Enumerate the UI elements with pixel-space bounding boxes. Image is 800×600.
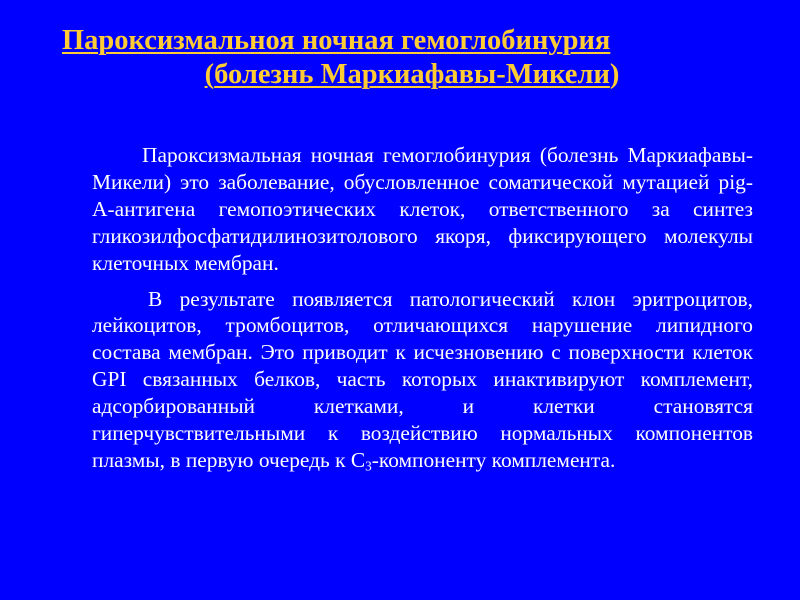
- title-paren-close: ): [609, 59, 620, 90]
- title-subtitle: болезнь Маркиафавы-Микели: [214, 59, 610, 90]
- slide-title: [62, 24, 762, 92]
- paragraph-2-text: В результате появляется патологический клон эритроцитов, лейкоцитов, тромбоцитов, отличающихся нарушение липидного состава мембран. Это приводит к исчезновению с поверхности клеток GPI связанных белков, часть которых инактивируют комплемент, адсорбированный клетками, и клетки становятся гиперчувствительными к воздействию нормальных компонентов плазмы, в первую очередь к С: [92, 286, 753, 472]
- subscript-3: 3: [365, 458, 372, 474]
- slide-body: [92, 142, 753, 479]
- title-part-1: Пароксизмальноя: [62, 25, 295, 56]
- title-line-1: [62, 24, 762, 58]
- paragraph-1: Пароксизмальная ночная гемоглобинурия (болезнь Маркиафавы-Микели) это заболевание, обусловленное соматической мутацией pig-А-антигена гемопоэтических клеток, ответственного за синтез гликозилфосфатидилинозитолового якоря, фиксирующего молекулы клеточных мембран.: [92, 143, 753, 275]
- paragraph-2-tail: -компоненту комплемента.: [371, 447, 616, 472]
- title-line-2: [62, 58, 762, 92]
- title-part-2: ночная гемоглобинурия: [301, 25, 611, 56]
- title-space: [295, 25, 302, 56]
- title-paren-open: (: [204, 59, 215, 90]
- paragraph-2: [92, 286, 753, 474]
